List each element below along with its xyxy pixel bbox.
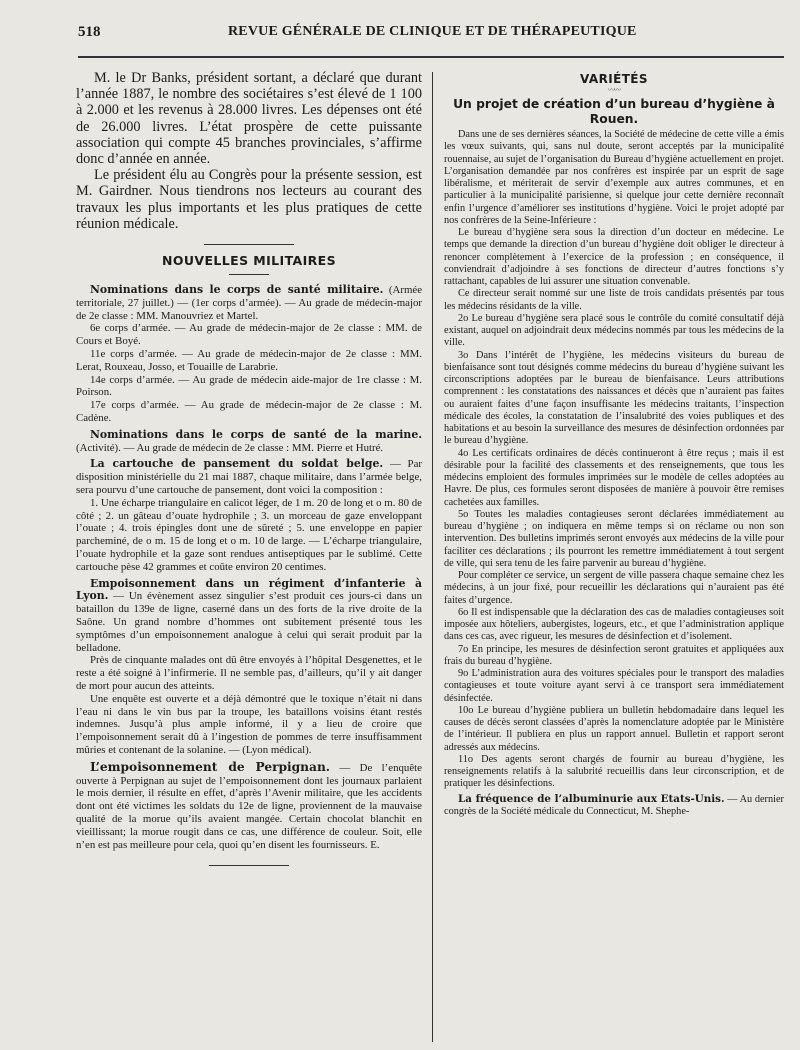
section-divider <box>204 244 294 245</box>
article-paragraph: 6o Il est indispensable que la déclaration des cas de maladies contagieuses soit imposée aux hôteliers, aubergistes, logeurs, etc., et que l’administration applique dans ces cas, avec rigueur, les mesures de désinfection et d’isolement. <box>444 606 784 643</box>
news-body: — Au dernier congrès de la Société médicale du Connecticut, M. Shephe- <box>444 793 784 817</box>
news-paragraph: 11e corps d’armée. — Au grade de médecin-major de 2e classe : MM. Lerat, Rouxeau, Josso, et Touaille de Larabrie. <box>76 348 422 373</box>
news-title: Nominations dans le corps de santé militaire. <box>90 283 384 297</box>
article-title: Un projet de création d’un bureau d’hygiène à Rouen. <box>453 97 775 126</box>
news-paragraph: 1. Une écharpe triangulaire en calicot léger, de 1 m. 20 de long et o m. 80 de côté ; 2. un gâteau d’ouate hydrophile ; 3. un morceau de gaze enveloppant l’ouate ; 4. trois épingles dont une de sûreté ; 5. une enveloppe en papier parcheminé, de o m. 15 de long et o m. 10 de large. — L’écharpe triangulaire, l’ouate hydrophile et la gaze sont rendues antiseptiques par le sublimé. Cette cartouche pèse 42 grammes et coûte environ 20 centimes. <box>76 496 422 573</box>
news-paragraph: 17e corps d’armée. — Au grade de médecin-major de 2e classe : M. Cadène. <box>76 399 422 424</box>
news-paragraph <box>76 429 422 455</box>
news-title: Nominations dans le corps de santé de la marine. <box>90 427 422 441</box>
news-body: — Par disposition ministérielle du 21 mai 1887, chaque militaire, dans l’armée belge, sera pourvu d’une cartouche de pansement, dont voici la composition : <box>76 458 423 496</box>
news-paragraph: 14e corps d’armée. — Au grade de médecin aide-major de 1re classe : M. Poirson. <box>76 373 422 399</box>
article-paragraph: Le bureau d’hygiène sera sous la direction d’un docteur en médecine. Le temps que demande la direction d’un bureau d’hygiène doit obliger le directeur à renoncer complètement à l’exercice de la profession ; en conséquence, il conviendrait d’adjoindre à ses fonctions de directeur d’autres fonctions s’y rattachant, capables de lui assurer une situation convenable. <box>444 227 784 287</box>
news-paragraph <box>76 578 422 655</box>
news-title: La fréquence de l’albuminurie aux Etats-Unis. <box>458 792 725 805</box>
news-body: — Un évènement assez singulier s’est produit ces jours-ci dans un bataillon du 139e de ligne, caserné dans un des forts de la rive droite de la Saône. Un grand nombre d’hommes ont subitement présenté tous les symptômes d’un empoisonnement analogue à celui qui serait produit par la belladone. <box>76 590 423 654</box>
article-paragraph: 4o Les certificats ordinaires de décès continueront à être reçus ; mais il est désirable pour la facilité des classements et des renseignements, que tous les médecins emploient des formules imprimées sur le modèle de celles adoptées au Havre. De plus, ces formules seront disposées de manière à pouvoir être remises cachetées aux familles. <box>444 447 784 508</box>
article-paragraph: 10o Le bureau d’hygiène publiera un bulletin hebdomadaire dans lequel les causes de décès seront classées d’après la nomenclature adoptée par le Ministère de l’intérieur. Il publiera en plus un rapport annuel. Bulletin et rapport seront adressés aux médecins. <box>444 704 784 753</box>
section-heading: VARIÉTÉS <box>580 72 648 86</box>
article-paragraph: 5o Toutes les maladies contagieuses seront déclarées immédiatement au bureau d’hygiène ; on indiquera en même temps si on réclame ou non son intervention. Des bulletins imprimés seront envoyés aux médecins de la ville pour faciliter ces déclarations ; ils pourront les remettre immédiatement à tout sergent de ville, qui sera tenu de les faire parvenir au bureau d’hygiène. <box>444 508 784 569</box>
column-rule <box>432 72 433 1042</box>
news-paragraph: Une enquête est ouverte et a déjà démontré que le toxique n’était ni dans l’eau ni dans le vin bus par la troupe, les bataillons voisins étant restés indemnes. Jusqu’à plus ample informé, il y a lieu de croire que l’empoisonnement serait dû à l’ingestion de pommes de terre insuffisamment mûries et contenant de la solanine. — (Lyon médical). <box>76 692 422 756</box>
news-body: (Armée territoriale, 27 juillet.) — (1er corps d’armée). — Au grade de médecin-major de 2e classe : MM. Manouvriez et Martel. <box>76 284 423 322</box>
ornament: 〰〰 <box>608 86 620 94</box>
page-number: 518 <box>78 24 101 40</box>
news-title: L’empoisonnement de Perpignan. <box>90 759 331 774</box>
news-body: (Activité). — Au grade de médecin de 2e classe : MM. Pierre et Hutré. <box>76 441 384 454</box>
article-paragraph: Ce directeur serait nommé sur une liste de trois candidats présentés par tous les médecins résidants de la ville. <box>444 288 784 312</box>
intro-paragraph: M. le Dr Banks, président sortant, a déclaré que durant l’année 1887, le nombre des sociétaires s’est élevé de 1 100 à 2.000 et les revenus à 28.000 livres. Les dépenses ont été de 26.000 livres. L’état prospère de cette puissante association qui compte 45 branches provinciales, s’affirme donc d’année en année. <box>76 70 422 168</box>
news-body: — De l’enquête ouverte à Perpignan au sujet de l’empoisonnement dont les journaux parlaient le mois dernier, il résulte en effet, d’après l’Avenir militaire, que les accidents dont ont été victimes les soldats du 12e de ligne, proviennent de la mauvaise qualité de la morue qu’ils avaient mangée. Certain chocolat blanchit en vieillissant; la morue rougit dans ce cas, une différence de couleur. Soit, elle n’en est pas meilleure pour cela, quoi qu’en disent les fournisseurs. <box>76 761 422 851</box>
running-title: REVUE GÉNÉRALE DE CLINIQUE ET DE THÉRAPEUTIQUE <box>228 24 637 39</box>
article-paragraph: 9o L’administration aura des voitures spéciales pour le transport des maladies contagieuses et toute voiture ayant servi à ce transport sera immédiatement désinfectée. <box>444 668 784 704</box>
news-paragraph: Près de cinquante malades ont dû être envoyés à l’hôpital Desgenettes, et le reste a été soigné à l’infirmerie. Il ne semble pas, d’ailleurs, qu’il y ait danger de mort pour aucun des atteints. <box>76 654 422 692</box>
article-paragraph: Pour compléter ce service, un sergent de ville passera chaque semaine chez les médecins, à un jour fixé, pour recueillir les déclarations qui n’auraient pas été faites d’urgence. <box>444 570 784 606</box>
article-paragraph: 7o En principe, les mesures de désinfection seront gratuites et appliquées aux frais du bureau d’hygiène. <box>444 643 784 667</box>
section-divider <box>229 274 269 275</box>
header-rule <box>78 56 784 58</box>
article-paragraph: Dans une de ses dernières séances, la Société de médecine de cette ville a émis les vœux suivants, qui, sans nul doute, seront acceptés par la municipalité rouennaise, au sujet de l’organisation du Bureau d’hygiène actuellement en projet. L’organisation demandée par nos confrères est inspirée par un esprit de sage libéralisme, et mériterait de servir d’exemple aux autres communes, et en particulier à la municipalité parisienne, si quelque jour cette dernière reconnaît enfin l’urgence d’améliorer ses institutions d’hygiène. Voici le projet adopté par nos confrères de la Seine-Inférieure : <box>444 129 784 226</box>
news-paragraph: 6e corps d’armée. — Au grade de médecin-major de 2e classe : MM. de Cours et Boyé. <box>76 322 422 348</box>
section-heading: NOUVELLES MILITAIRES <box>161 253 337 269</box>
end-rule <box>209 865 289 866</box>
news-paragraph <box>76 458 422 496</box>
right-column <box>444 70 784 818</box>
intro-paragraph: Le président élu au Congrès pour la présente session, est M. Gairdner. Nous tiendrons nos lecteurs au courant des travaux les plus importants et les plus pratiques de cette réunion médicale. <box>76 167 422 232</box>
news-title: Empoisonnement dans un régiment d’infanterie à Lyon. <box>76 576 422 603</box>
article-paragraph: 3o Dans l’intérêt de l’hygiène, les médecins visiteurs du bureau de bienfaisance sont tout désignés comme médecins du bureau d’hygiène suivant les circonscriptions adoptées par le bureau de bienfaisance. Leurs attributions comprennent : les constatations des naissances et décès que n’auraient pas faites ou auraient faites d’une façon insuffisante les médecins traitants, l’inspection médicale des écoles, la constatation de l’insalubrité des voies publiques et des habitations et au besoin la surveillance des mesures de désinfection ordonnées par le bureau d’hygiène. <box>444 349 784 447</box>
news-paragraph <box>76 761 422 852</box>
article-paragraph <box>444 793 784 819</box>
news-paragraph <box>76 284 422 322</box>
page-header <box>78 22 782 44</box>
article-paragraph: 11o Des agents seront chargés de fournir au bureau d’hygiène, les renseignements relatifs à la salubrité recueillis dans leur circonscription, et de pratiquer les désinfections. <box>444 753 784 790</box>
left-column <box>76 70 422 866</box>
news-title: La cartouche de pansement du soldat belge. <box>90 457 384 471</box>
article-paragraph: 2o Le bureau d’hygiène sera placé sous le contrôle du comité consultatif déjà existant, auquel on adjoindrait deux médecins nommés par tous les médecins de la ville. <box>444 312 784 349</box>
signature: E. <box>370 838 380 851</box>
